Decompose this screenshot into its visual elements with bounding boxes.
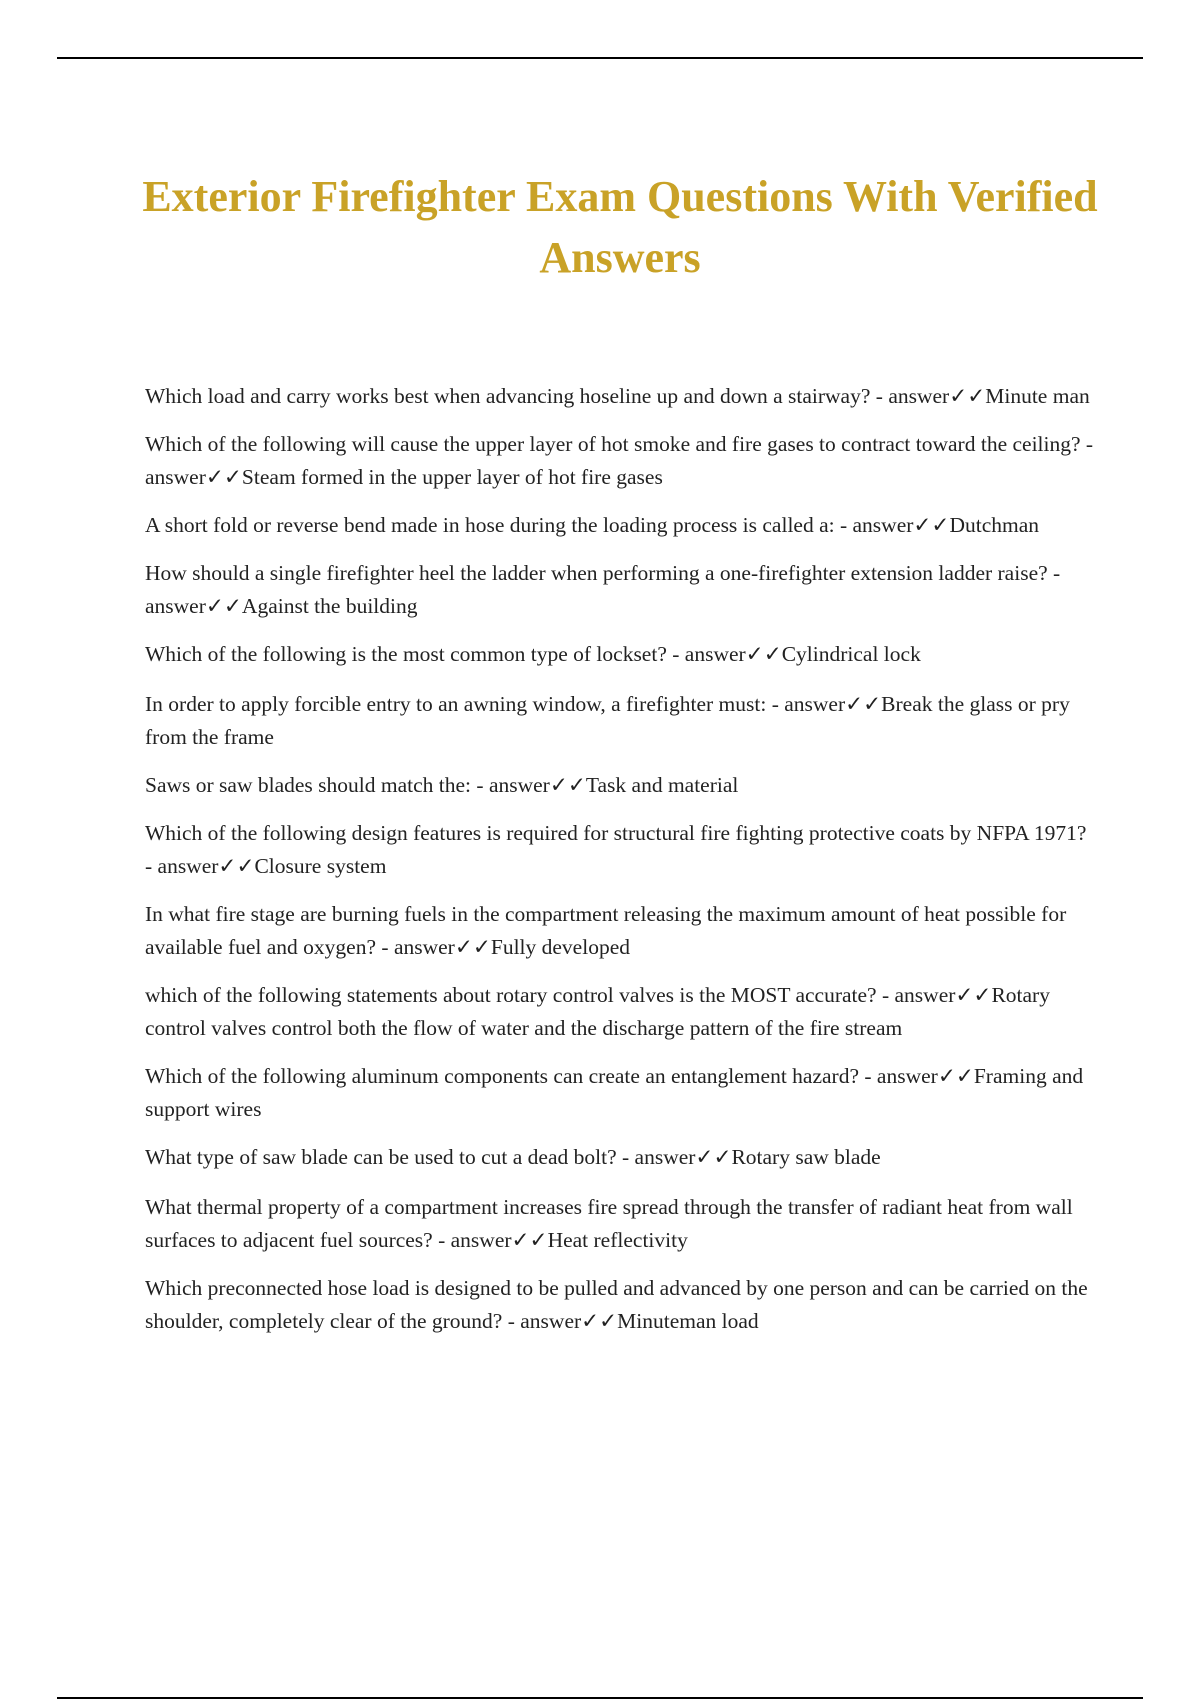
question-text: How should a single firefighter heel the ladder when performing a one-firefighter extension ladder raise? xyxy=(145,561,1048,585)
qa-item xyxy=(145,428,1095,494)
answer-text: Break the glass or pry from the frame xyxy=(145,692,1070,749)
top-rule xyxy=(57,57,1143,59)
answer-separator: - answer✓✓ xyxy=(376,935,491,959)
answer-separator: - answer✓✓ xyxy=(145,854,255,878)
qa-item xyxy=(145,557,1095,623)
qa-item xyxy=(145,1141,1095,1174)
answer-text: Framing and support wires xyxy=(145,1064,1084,1121)
qa-item xyxy=(145,817,1095,883)
answer-separator: - answer✓✓ xyxy=(145,432,1094,489)
answer-text: Heat reflectivity xyxy=(547,1228,688,1252)
question-text: Which of the following is the most common type of lockset? xyxy=(145,642,667,666)
qa-item xyxy=(145,1191,1095,1257)
qa-item xyxy=(145,769,1095,802)
question-text: Which of the following aluminum components can create an entanglement hazard? xyxy=(145,1064,860,1088)
answer-text: Cylindrical lock xyxy=(781,642,921,666)
question-text: Which of the following design features is required for structural fire fighting protective coats by NFPA 1971? xyxy=(145,821,1087,845)
answer-separator: - answer✓✓ xyxy=(471,773,586,797)
question-text: Saws or saw blades should match the: xyxy=(145,773,472,797)
answer-separator: - answer✓✓ xyxy=(145,561,1061,618)
answer-text: Minute man xyxy=(985,384,1090,408)
answer-text: Rotary control valves control both the flow of water and the discharge pattern of the fire stream xyxy=(145,983,1050,1040)
answer-text: Fully developed xyxy=(490,935,630,959)
answer-separator: - answer✓✓ xyxy=(876,983,992,1007)
question-text: Which load and carry works best when advancing hoseline up and down a stairway? xyxy=(145,384,871,408)
qa-item xyxy=(145,380,1095,413)
answer-text: Against the building xyxy=(241,594,418,618)
question-text: Which preconnected hose load is designed to be pulled and advanced by one person and can be carried on the shoulder, completely clear of the ground? xyxy=(145,1276,1088,1333)
qa-list xyxy=(145,380,1095,1353)
qa-item xyxy=(145,979,1095,1045)
answer-text: Minuteman load xyxy=(617,1309,759,1333)
answer-separator: - answer✓✓ xyxy=(666,642,782,666)
qa-item xyxy=(145,509,1095,542)
qa-item xyxy=(145,1272,1095,1338)
question-text: In order to apply forcible entry to an awning window, a firefighter must: xyxy=(145,692,767,716)
question-text: which of the following statements about rotary control valves is the MOST accurate? xyxy=(145,983,877,1007)
answer-text: Task and material xyxy=(585,773,739,797)
question-text: What type of saw blade can be used to cut a dead bolt? xyxy=(145,1145,617,1169)
answer-text: Dutchman xyxy=(949,513,1039,537)
qa-item xyxy=(145,1060,1095,1126)
qa-item xyxy=(145,638,1095,671)
answer-separator: - answer✓✓ xyxy=(870,384,986,408)
answer-text: Steam formed in the upper layer of hot fire gases xyxy=(241,465,663,489)
answer-separator: - answer✓✓ xyxy=(502,1309,618,1333)
answer-text: Closure system xyxy=(254,854,387,878)
answer-text: Rotary saw blade xyxy=(731,1145,881,1169)
answer-separator: - answer✓✓ xyxy=(432,1228,548,1252)
answer-separator: - answer✓✓ xyxy=(859,1064,974,1088)
question-text: A short fold or reverse bend made in hose during the loading process is called a: xyxy=(145,513,835,537)
answer-separator: - answer✓✓ xyxy=(616,1145,732,1169)
qa-item xyxy=(145,688,1095,754)
answer-separator: - answer✓✓ xyxy=(834,513,950,537)
question-text: What thermal property of a compartment increases fire spread through the transfer of radiant heat from wall surfaces to adjacent fuel sources? xyxy=(145,1195,1073,1252)
qa-item xyxy=(145,898,1095,964)
document-title: Exterior Firefighter Exam Questions With Verified Answers xyxy=(142,172,1098,282)
question-text: In what fire stage are burning fuels in the compartment releasing the maximum amount of heat possible for available fuel and oxygen? xyxy=(145,902,1067,959)
answer-separator: - answer✓✓ xyxy=(766,692,882,716)
question-text: Which of the following will cause the upper layer of hot smoke and fire gases to contract toward the ceiling? xyxy=(145,432,1081,456)
bottom-rule xyxy=(57,1697,1143,1699)
